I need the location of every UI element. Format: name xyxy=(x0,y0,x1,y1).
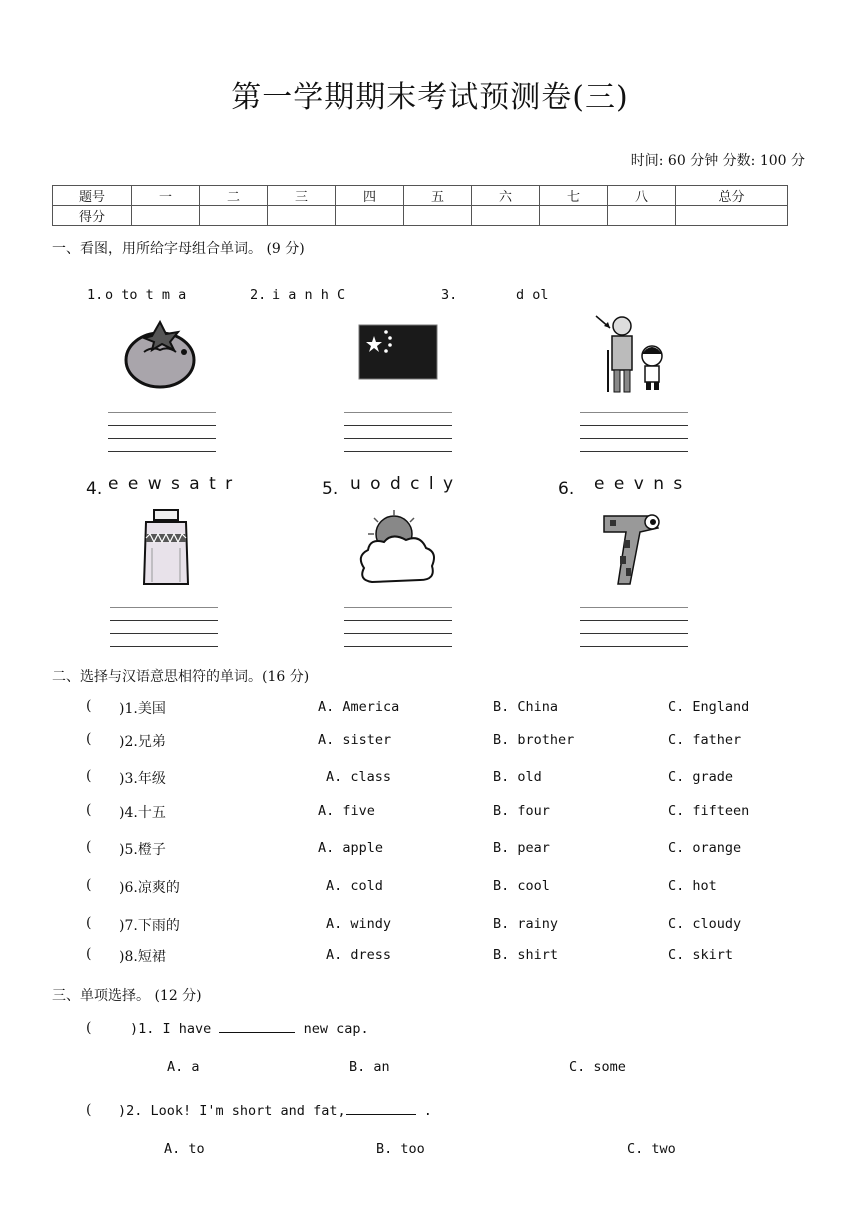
score-input-cell[interactable] xyxy=(336,206,404,226)
option-b[interactable]: B. shirt xyxy=(493,947,559,963)
option-c[interactable]: C. fifteen xyxy=(668,803,750,819)
sweater-icon xyxy=(138,508,194,588)
cloudy-sun-icon xyxy=(354,508,440,588)
option-c[interactable]: C. skirt xyxy=(668,947,734,963)
question-text: )2.兄弟 xyxy=(119,734,166,750)
score-input-cell[interactable] xyxy=(404,206,472,226)
item-number: 4. xyxy=(86,479,103,499)
letter-prompt: e e w s a t r xyxy=(108,474,235,494)
option-a[interactable]: A. sister xyxy=(318,732,392,748)
letter-prompt: d ol xyxy=(516,287,549,303)
option-a[interactable]: A. class xyxy=(326,769,392,785)
fill-blank[interactable] xyxy=(219,1021,295,1033)
option-a[interactable]: A. apple xyxy=(318,840,384,856)
option-c[interactable]: C. father xyxy=(668,732,742,748)
score-input-cell[interactable] xyxy=(200,206,268,226)
answer-paren[interactable]: ( xyxy=(86,1102,92,1118)
option-c[interactable]: C. some xyxy=(569,1059,626,1075)
item-number: 2. xyxy=(250,287,267,303)
option-c[interactable]: C. grade xyxy=(668,769,734,785)
answer-lines[interactable] xyxy=(344,412,452,454)
table-cell: 七 xyxy=(540,186,608,206)
table-cell: 得分 xyxy=(53,206,132,226)
question-text: )3.年级 xyxy=(119,771,166,787)
option-b[interactable]: B. brother xyxy=(493,732,575,748)
table-cell: 五 xyxy=(404,186,472,206)
answer-paren[interactable]: ( xyxy=(86,915,92,931)
question-suffix: . xyxy=(423,1103,432,1119)
answer-paren[interactable]: ( xyxy=(86,802,92,818)
option-a[interactable]: A. dress xyxy=(326,947,392,963)
answer-paren[interactable]: ( xyxy=(86,877,92,893)
tomato-icon xyxy=(122,316,198,390)
score-input-cell[interactable] xyxy=(268,206,336,226)
question-text: )1.美国 xyxy=(119,701,166,717)
item-number: 6. xyxy=(558,479,575,499)
option-b[interactable]: B. four xyxy=(493,803,550,819)
answer-lines[interactable] xyxy=(108,412,216,454)
score-input-cell[interactable] xyxy=(472,206,540,226)
option-c[interactable]: C. two xyxy=(627,1141,676,1157)
option-a[interactable]: A. America xyxy=(318,699,400,715)
option-b[interactable]: B. rainy xyxy=(493,916,559,932)
question-prefix: )2. Look! I'm short and fat, xyxy=(118,1103,346,1119)
item-number: 5. xyxy=(322,479,339,499)
table-cell: 四 xyxy=(336,186,404,206)
option-b[interactable]: B. too xyxy=(376,1141,425,1157)
table-cell: 总分 xyxy=(676,186,788,206)
grandfather-and-boy-icon xyxy=(594,310,668,394)
option-c[interactable]: C. hot xyxy=(668,878,717,894)
section-heading: 一、看图，用所给字母组合单词。 (9 分) xyxy=(52,241,305,257)
option-c[interactable]: C. cloudy xyxy=(668,916,742,932)
question-text: )5.橙子 xyxy=(119,842,166,858)
option-c[interactable]: C. England xyxy=(668,699,750,715)
answer-lines[interactable] xyxy=(580,412,688,454)
china-flag-icon xyxy=(358,324,438,380)
option-a[interactable]: A. to xyxy=(164,1141,205,1157)
score-table-score-row xyxy=(53,206,788,226)
item-number: 3. xyxy=(441,287,458,303)
item-number: 1. xyxy=(87,287,104,303)
option-c[interactable]: C. orange xyxy=(668,840,742,856)
question-text: )6.凉爽的 xyxy=(119,880,180,896)
option-b[interactable]: B. an xyxy=(349,1059,390,1075)
section-heading: 三、单项选择。 (12 分) xyxy=(52,988,202,1004)
score-input-cell[interactable] xyxy=(540,206,608,226)
question-text: )8.短裙 xyxy=(119,949,166,965)
score-table-header-row xyxy=(53,186,788,206)
table-cell: 六 xyxy=(472,186,540,206)
table-cell: 一 xyxy=(132,186,200,206)
table-cell: 三 xyxy=(268,186,336,206)
option-a[interactable]: A. cold xyxy=(326,878,383,894)
option-b[interactable]: B. old xyxy=(493,769,542,785)
letter-prompt: i a n h C xyxy=(272,287,346,303)
question-prefix: )1. I have xyxy=(130,1021,212,1037)
exam-meta: 时间: 60 分钟 分数: 100 分 xyxy=(630,153,805,169)
option-a[interactable]: A. a xyxy=(167,1059,200,1075)
answer-paren[interactable]: ( xyxy=(86,1020,92,1036)
answer-paren[interactable]: ( xyxy=(86,731,92,747)
table-cell: 题号 xyxy=(53,186,132,206)
score-input-cell[interactable] xyxy=(132,206,200,226)
score-input-cell[interactable] xyxy=(676,206,788,226)
option-b[interactable]: B. pear xyxy=(493,840,550,856)
answer-paren[interactable]: ( xyxy=(86,946,92,962)
letter-prompt: e e v n s xyxy=(594,474,685,494)
letter-prompt: u o d c l y xyxy=(350,474,456,494)
option-a[interactable]: A. five xyxy=(318,803,375,819)
letter-prompt: o to t m a xyxy=(105,287,187,303)
option-b[interactable]: B. China xyxy=(493,699,559,715)
section-heading: 二、选择与汉语意思相符的单词。(16 分) xyxy=(52,669,310,685)
answer-paren[interactable]: ( xyxy=(86,839,92,855)
answer-lines[interactable] xyxy=(580,607,688,649)
table-cell: 二 xyxy=(200,186,268,206)
table-cell: 八 xyxy=(608,186,676,206)
page-title: 第一学期期末考试预测卷(三) xyxy=(231,80,629,115)
answer-paren[interactable]: ( xyxy=(86,768,92,784)
option-a[interactable]: A. windy xyxy=(326,916,392,932)
number-seven-giraffe-icon xyxy=(600,510,668,586)
score-input-cell[interactable] xyxy=(608,206,676,226)
question-suffix: new cap. xyxy=(303,1021,369,1037)
answer-lines[interactable] xyxy=(110,607,218,649)
answer-paren[interactable]: ( xyxy=(86,698,92,714)
answer-lines[interactable] xyxy=(344,607,452,649)
fill-blank[interactable] xyxy=(346,1103,416,1115)
question-text xyxy=(118,1103,432,1119)
option-b[interactable]: B. cool xyxy=(493,878,550,894)
score-table xyxy=(52,185,788,226)
question-text: )4.十五 xyxy=(119,805,166,821)
question-text xyxy=(130,1021,369,1037)
question-text: )7.下雨的 xyxy=(119,918,180,934)
